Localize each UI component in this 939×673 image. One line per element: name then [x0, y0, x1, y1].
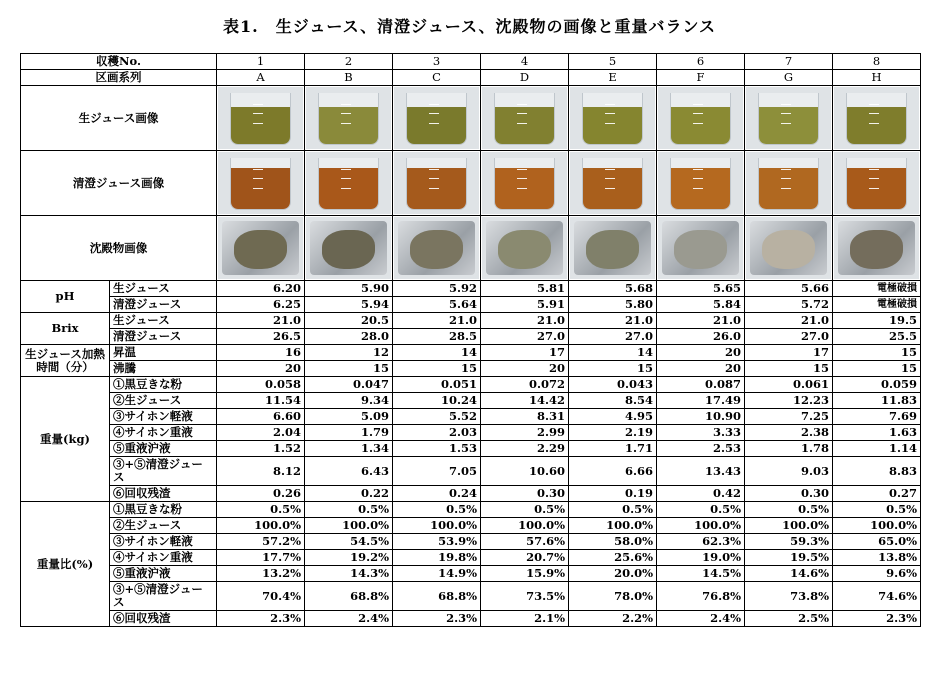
heating-boil-row [21, 361, 921, 377]
section-cell-1: A [217, 70, 305, 86]
brix-raw-cell-3: 21.0 [393, 313, 481, 329]
ph-clear-cell-4: 5.91 [481, 297, 569, 313]
sediment-photo-7 [745, 216, 833, 281]
ratio-cell: 76.8% [657, 582, 745, 611]
ratio-row-label: ⑥回収残渣 [110, 611, 217, 627]
weight-cell: 13.43 [657, 457, 745, 486]
weight-row [21, 377, 921, 393]
weight-cell: 10.24 [393, 393, 481, 409]
ratio-row [21, 550, 921, 566]
heating-rise-cell-6: 20 [657, 345, 745, 361]
brix-raw-cell-7: 21.0 [745, 313, 833, 329]
brix-label: Brix [21, 313, 110, 345]
ratio-row-label: ④サイホン重液 [110, 550, 217, 566]
weight-cell: 14.42 [481, 393, 569, 409]
weight-cell: 0.19 [569, 486, 657, 502]
weight-cell: 0.059 [833, 377, 921, 393]
weight-cell: 0.27 [833, 486, 921, 502]
sediment-photo-6 [657, 216, 745, 281]
brix-raw-cell-8: 19.5 [833, 313, 921, 329]
weight-cell: 0.087 [657, 377, 745, 393]
weight-cell: 1.53 [393, 441, 481, 457]
weight-row-label: ⑤重液沪液 [110, 441, 217, 457]
weight-cell: 10.60 [481, 457, 569, 486]
weight-cell: 0.42 [657, 486, 745, 502]
ratio-cell: 62.3% [657, 534, 745, 550]
ratio-cell: 54.5% [305, 534, 393, 550]
brix-raw-label: 生ジュース [110, 313, 217, 329]
weight-row-label: ③サイホン軽液 [110, 409, 217, 425]
weight-cell: 0.051 [393, 377, 481, 393]
weight-cell: 0.058 [217, 377, 305, 393]
heating-boil-cell-7: 15 [745, 361, 833, 377]
clear-photo-6 [657, 151, 745, 216]
heating-label: 生ジュース加熱時間（分） [21, 345, 110, 377]
harvest-no-cell-6: 6 [657, 54, 745, 70]
section-row [21, 70, 921, 86]
brix-raw-row [21, 313, 921, 329]
weight-cell: 0.24 [393, 486, 481, 502]
ratio-cell: 78.0% [569, 582, 657, 611]
weight-row-label: ⑥回収残渣 [110, 486, 217, 502]
weight-cell: 0.30 [745, 486, 833, 502]
brix-clear-row [21, 329, 921, 345]
ratio-row-label: ⑤重液沪液 [110, 566, 217, 582]
ratio-row [21, 611, 921, 627]
harvest-label: 収穫No. [21, 54, 217, 70]
ratio-cell: 2.2% [569, 611, 657, 627]
sediment-image-row [21, 216, 921, 281]
ph-raw-cell-8: 電極破損 [833, 281, 921, 297]
ph-raw-cell-3: 5.92 [393, 281, 481, 297]
brix-raw-cell-6: 21.0 [657, 313, 745, 329]
heating-boil-cell-5: 15 [569, 361, 657, 377]
ph-clear-cell-6: 5.84 [657, 297, 745, 313]
weight-cell: 8.12 [217, 457, 305, 486]
heating-boil-cell-4: 20 [481, 361, 569, 377]
harvest-no-cell-2: 2 [305, 54, 393, 70]
ratio-cell: 2.3% [833, 611, 921, 627]
ratio-cell: 100.0% [569, 518, 657, 534]
ratio-cell: 20.0% [569, 566, 657, 582]
heating-rise-row [21, 345, 921, 361]
heating-rise-cell-4: 17 [481, 345, 569, 361]
weight-cell: 11.83 [833, 393, 921, 409]
weight-cell: 0.26 [217, 486, 305, 502]
weight-cell: 0.30 [481, 486, 569, 502]
ratio-cell: 73.5% [481, 582, 569, 611]
brix-clear-cell-8: 25.5 [833, 329, 921, 345]
clear-photo-1 [217, 151, 305, 216]
ph-clear-cell-2: 5.94 [305, 297, 393, 313]
sediment-photo-4 [481, 216, 569, 281]
raw-juice-image-row [21, 86, 921, 151]
weight-row [21, 393, 921, 409]
harvest-no-cell-5: 5 [569, 54, 657, 70]
ph-raw-cell-7: 5.66 [745, 281, 833, 297]
sediment-image-label: 沈殿物画像 [21, 216, 217, 281]
harvest-no-cell-7: 7 [745, 54, 833, 70]
weight-row-label: ①黒豆きな粉 [110, 377, 217, 393]
weight-cell: 9.03 [745, 457, 833, 486]
weight-cell: 9.34 [305, 393, 393, 409]
weight-cell: 10.90 [657, 409, 745, 425]
ratio-cell: 17.7% [217, 550, 305, 566]
harvest-row [21, 54, 921, 70]
ratio-cell: 58.0% [569, 534, 657, 550]
ph-raw-cell-1: 6.20 [217, 281, 305, 297]
ratio-cell: 0.5% [393, 502, 481, 518]
ratio-cell: 68.8% [393, 582, 481, 611]
table-title: 表1. 生ジュース、清澄ジュース、沈殿物の画像と重量バランス [223, 17, 716, 36]
ph-raw-label: 生ジュース [110, 281, 217, 297]
ph-label: pH [21, 281, 110, 313]
weight-cell: 12.23 [745, 393, 833, 409]
weight-cell: 2.29 [481, 441, 569, 457]
weight-cell: 8.83 [833, 457, 921, 486]
ratio-cell: 25.6% [569, 550, 657, 566]
sediment-photo-1 [217, 216, 305, 281]
weight-cell: 8.54 [569, 393, 657, 409]
ph-clear-cell-7: 5.72 [745, 297, 833, 313]
ratio-cell: 100.0% [481, 518, 569, 534]
ph-clear-cell-8: 電極破損 [833, 297, 921, 313]
ratio-cell: 2.4% [657, 611, 745, 627]
clear-photo-5 [569, 151, 657, 216]
ratio-row-label: ②生ジュース [110, 518, 217, 534]
ratio-group-label: 重量比(%) [21, 502, 110, 627]
ratio-cell: 100.0% [305, 518, 393, 534]
ratio-row [21, 518, 921, 534]
ratio-cell: 70.4% [217, 582, 305, 611]
clear-photo-2 [305, 151, 393, 216]
ratio-cell: 19.0% [657, 550, 745, 566]
ratio-row-label: ①黒豆きな粉 [110, 502, 217, 518]
brix-clear-label: 清澄ジュース [110, 329, 217, 345]
ph-clear-cell-1: 6.25 [217, 297, 305, 313]
heating-rise-cell-3: 14 [393, 345, 481, 361]
ratio-cell: 13.2% [217, 566, 305, 582]
weight-cell: 1.52 [217, 441, 305, 457]
brix-raw-cell-5: 21.0 [569, 313, 657, 329]
ratio-cell: 14.3% [305, 566, 393, 582]
ratio-cell: 0.5% [569, 502, 657, 518]
weight-cell: 1.14 [833, 441, 921, 457]
brix-raw-cell-4: 21.0 [481, 313, 569, 329]
ratio-cell: 0.5% [657, 502, 745, 518]
section-cell-2: B [305, 70, 393, 86]
heating-boil-cell-2: 15 [305, 361, 393, 377]
weight-group-label: 重量(kg) [21, 377, 110, 502]
brix-clear-cell-1: 26.5 [217, 329, 305, 345]
ph-raw-row [21, 281, 921, 297]
brix-clear-cell-2: 28.0 [305, 329, 393, 345]
ratio-row-label: ③サイホン軽液 [110, 534, 217, 550]
weight-row-label: ②生ジュース [110, 393, 217, 409]
clear-juice-image-row [21, 151, 921, 216]
weight-cell: 2.03 [393, 425, 481, 441]
raw-photo-3 [393, 86, 481, 151]
ratio-cell: 100.0% [657, 518, 745, 534]
brix-clear-cell-6: 26.0 [657, 329, 745, 345]
clear-photo-3 [393, 151, 481, 216]
ph-raw-cell-6: 5.65 [657, 281, 745, 297]
ph-clear-cell-5: 5.80 [569, 297, 657, 313]
weight-cell: 1.63 [833, 425, 921, 441]
weight-cell: 8.31 [481, 409, 569, 425]
weight-row-label: ③+⑤清澄ジュース [110, 457, 217, 486]
ratio-cell: 2.3% [393, 611, 481, 627]
ph-raw-cell-2: 5.90 [305, 281, 393, 297]
raw-photo-6 [657, 86, 745, 151]
harvest-no-cell-1: 1 [217, 54, 305, 70]
ratio-cell: 0.5% [745, 502, 833, 518]
heating-boil-cell-3: 15 [393, 361, 481, 377]
weight-balance-table [20, 53, 921, 627]
raw-photo-2 [305, 86, 393, 151]
ratio-cell: 73.8% [745, 582, 833, 611]
heating-rise-cell-1: 16 [217, 345, 305, 361]
heating-boil-cell-6: 20 [657, 361, 745, 377]
clear-photo-7 [745, 151, 833, 216]
ratio-cell: 68.8% [305, 582, 393, 611]
weight-cell: 1.79 [305, 425, 393, 441]
ratio-cell: 53.9% [393, 534, 481, 550]
ratio-cell: 65.0% [833, 534, 921, 550]
heating-rise-cell-5: 14 [569, 345, 657, 361]
ratio-cell: 2.3% [217, 611, 305, 627]
weight-cell: 0.072 [481, 377, 569, 393]
weight-cell: 3.33 [657, 425, 745, 441]
sediment-photo-8 [833, 216, 921, 281]
sediment-photo-5 [569, 216, 657, 281]
raw-juice-image-label: 生ジュース画像 [21, 86, 217, 151]
section-cell-3: C [393, 70, 481, 86]
heating-rise-cell-8: 15 [833, 345, 921, 361]
weight-cell: 2.04 [217, 425, 305, 441]
weight-row [21, 486, 921, 502]
weight-cell: 1.71 [569, 441, 657, 457]
ratio-cell: 74.6% [833, 582, 921, 611]
ratio-row [21, 534, 921, 550]
heating-rise-label: 昇温 [110, 345, 217, 361]
ratio-cell: 100.0% [833, 518, 921, 534]
ph-raw-cell-5: 5.68 [569, 281, 657, 297]
heating-boil-cell-8: 15 [833, 361, 921, 377]
weight-cell: 5.09 [305, 409, 393, 425]
brix-raw-cell-1: 21.0 [217, 313, 305, 329]
harvest-no-cell-3: 3 [393, 54, 481, 70]
weight-cell: 0.043 [569, 377, 657, 393]
section-cell-5: E [569, 70, 657, 86]
weight-cell: 11.54 [217, 393, 305, 409]
weight-cell: 2.38 [745, 425, 833, 441]
ratio-row [21, 582, 921, 611]
weight-cell: 0.061 [745, 377, 833, 393]
brix-clear-cell-4: 27.0 [481, 329, 569, 345]
weight-cell: 7.25 [745, 409, 833, 425]
section-label: 区画系列 [21, 70, 217, 86]
sediment-photo-3 [393, 216, 481, 281]
ratio-cell: 2.1% [481, 611, 569, 627]
ratio-cell: 100.0% [393, 518, 481, 534]
weight-cell: 1.34 [305, 441, 393, 457]
heating-boil-label: 沸騰 [110, 361, 217, 377]
brix-clear-cell-3: 28.5 [393, 329, 481, 345]
raw-photo-7 [745, 86, 833, 151]
weight-cell: 5.52 [393, 409, 481, 425]
weight-cell: 2.99 [481, 425, 569, 441]
weight-row [21, 425, 921, 441]
ratio-cell: 14.6% [745, 566, 833, 582]
ratio-cell: 0.5% [833, 502, 921, 518]
brix-raw-cell-2: 20.5 [305, 313, 393, 329]
ph-clear-label: 清澄ジュース [110, 297, 217, 313]
ratio-row [21, 502, 921, 518]
raw-photo-1 [217, 86, 305, 151]
ratio-cell: 0.5% [481, 502, 569, 518]
clear-photo-8 [833, 151, 921, 216]
raw-photo-4 [481, 86, 569, 151]
ratio-cell: 57.6% [481, 534, 569, 550]
section-cell-6: F [657, 70, 745, 86]
weight-cell: 7.69 [833, 409, 921, 425]
ratio-cell: 19.2% [305, 550, 393, 566]
ratio-cell: 100.0% [217, 518, 305, 534]
clear-juice-image-label: 清澄ジュース画像 [21, 151, 217, 216]
ratio-cell: 59.3% [745, 534, 833, 550]
section-cell-8: H [833, 70, 921, 86]
weight-cell: 6.60 [217, 409, 305, 425]
ratio-cell: 19.8% [393, 550, 481, 566]
weight-cell: 6.43 [305, 457, 393, 486]
weight-row [21, 409, 921, 425]
weight-cell: 0.047 [305, 377, 393, 393]
weight-cell: 2.53 [657, 441, 745, 457]
ratio-cell: 57.2% [217, 534, 305, 550]
ratio-cell: 15.9% [481, 566, 569, 582]
section-cell-7: G [745, 70, 833, 86]
weight-cell: 1.78 [745, 441, 833, 457]
ratio-row [21, 566, 921, 582]
ratio-cell: 2.5% [745, 611, 833, 627]
weight-cell: 2.19 [569, 425, 657, 441]
heating-rise-cell-2: 12 [305, 345, 393, 361]
weight-cell: 6.66 [569, 457, 657, 486]
sediment-photo-2 [305, 216, 393, 281]
raw-photo-5 [569, 86, 657, 151]
ratio-cell: 9.6% [833, 566, 921, 582]
ph-clear-cell-3: 5.64 [393, 297, 481, 313]
weight-row [21, 457, 921, 486]
clear-photo-4 [481, 151, 569, 216]
harvest-no-cell-4: 4 [481, 54, 569, 70]
ratio-cell: 14.9% [393, 566, 481, 582]
ratio-cell: 2.4% [305, 611, 393, 627]
weight-cell: 4.95 [569, 409, 657, 425]
brix-clear-cell-7: 27.0 [745, 329, 833, 345]
ratio-row-label: ③+⑤清澄ジュース [110, 582, 217, 611]
ph-clear-row [21, 297, 921, 313]
heating-rise-cell-7: 17 [745, 345, 833, 361]
heating-boil-cell-1: 20 [217, 361, 305, 377]
ratio-cell: 0.5% [305, 502, 393, 518]
weight-cell: 7.05 [393, 457, 481, 486]
ph-raw-cell-4: 5.81 [481, 281, 569, 297]
weight-row-label: ④サイホン重液 [110, 425, 217, 441]
weight-row [21, 441, 921, 457]
weight-cell: 0.22 [305, 486, 393, 502]
ratio-cell: 20.7% [481, 550, 569, 566]
raw-photo-8 [833, 86, 921, 151]
harvest-no-cell-8: 8 [833, 54, 921, 70]
brix-clear-cell-5: 27.0 [569, 329, 657, 345]
ratio-cell: 0.5% [217, 502, 305, 518]
ratio-cell: 100.0% [745, 518, 833, 534]
table-body [21, 54, 921, 627]
weight-cell: 17.49 [657, 393, 745, 409]
ratio-cell: 14.5% [657, 566, 745, 582]
ratio-cell: 19.5% [745, 550, 833, 566]
section-cell-4: D [481, 70, 569, 86]
ratio-cell: 13.8% [833, 550, 921, 566]
